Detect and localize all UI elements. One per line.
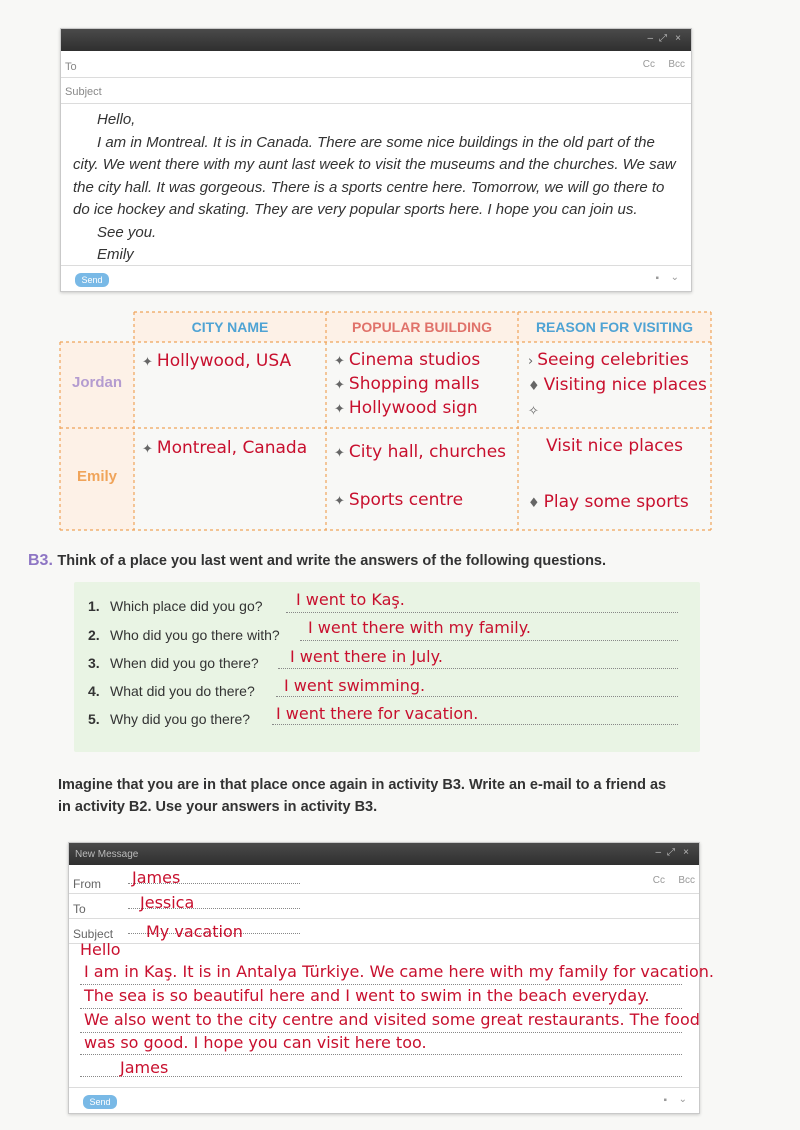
answer-line (272, 724, 678, 725)
compose-greeting[interactable]: Hello (80, 940, 121, 959)
cell-building (334, 490, 463, 510)
body-line (80, 1008, 682, 1009)
header-city-name: CITY NAME (191, 319, 269, 335)
cell-reason-text: Seeing celebrities (537, 350, 689, 370)
question-item (88, 655, 259, 671)
subject-label: Subject (73, 927, 114, 941)
question-number: 4. (88, 683, 100, 699)
maximize-icon[interactable]: ⤢ (667, 847, 675, 858)
instruction-line: in activity B2. Use your answers in activity B3. (58, 799, 378, 815)
b3-heading (28, 552, 606, 570)
answer-text[interactable]: I went there with my family. (308, 618, 532, 637)
question-text: Why did you go there? (110, 711, 251, 727)
cc-label[interactable]: Cc (642, 59, 655, 70)
question-text: Which place did you go? (110, 598, 263, 614)
compose-body-line[interactable]: was so good. I hope you can visit here too. (84, 1033, 427, 1052)
body-line (80, 1054, 682, 1055)
bullet-icon: › (528, 354, 534, 369)
send-button[interactable]: Send (75, 273, 109, 287)
question-number: 2. (88, 627, 100, 643)
bullet-icon: ✦ (334, 446, 345, 461)
cell-building (334, 398, 478, 418)
bullet-icon: ✧ (528, 404, 539, 419)
bullet-icon: ✦ (142, 442, 153, 457)
question-number: 5. (88, 711, 100, 727)
question-number: 1. (88, 598, 100, 614)
to-label: To (73, 902, 86, 916)
cell-building (334, 374, 479, 394)
activity-instruction: Think of a place you last went and write the answers of the following questions. (57, 553, 607, 569)
cell-building-text: Sports centre (348, 490, 464, 510)
cell-reason-empty (528, 400, 543, 420)
body-line (80, 984, 682, 985)
maximize-icon[interactable]: ⤢ (659, 33, 667, 44)
subject-value[interactable]: My vacation (146, 922, 243, 941)
cell-reason-text: Play some sports (543, 492, 689, 512)
question-text: What did you do there? (110, 683, 255, 699)
close-icon[interactable]: × (675, 33, 681, 44)
cell-reason-text: Visiting nice places (543, 375, 707, 395)
bullet-icon: ✦ (334, 354, 345, 369)
subject-label: Subject (65, 86, 102, 98)
email-body-line: do ice hockey and skating. They are very popular sports here. I hope you can join us. (73, 201, 638, 218)
answer-line (300, 640, 678, 641)
b4-instruction (58, 774, 666, 818)
compose-body-line[interactable]: I am in Kaş. It is in Antalya Türkiye. We came here with my family for vacation. (84, 962, 714, 981)
cell-reason (528, 350, 689, 370)
email-footer-divider (69, 1087, 699, 1088)
email-closing: See you. (97, 223, 157, 241)
cell-building-text: Cinema studios (348, 350, 481, 370)
more-options-icon[interactable]: ⌄ (670, 272, 679, 283)
cell-city-text: Montreal, Canada (156, 438, 308, 458)
email-body-line: I am in Montreal. It is in Canada. There are some nice buildings in the old part of the (97, 133, 655, 151)
email-window-example (60, 28, 692, 292)
instruction-line: Imagine that you are in that place once again in activity B3. Write an e-mail to a friend as (58, 777, 667, 793)
question-item (88, 598, 263, 614)
email-title-bar (61, 29, 691, 51)
row-label-emily: Emily (76, 468, 118, 485)
answer-text[interactable]: I went there for vacation. (276, 704, 479, 723)
email-signature: Emily (97, 246, 134, 263)
cell-building-text: City hall, churches (348, 442, 507, 462)
minimize-icon[interactable]: – (655, 847, 661, 858)
cc-label[interactable]: Cc (652, 875, 665, 886)
cell-city (142, 351, 291, 371)
window-title: New Message (75, 849, 139, 860)
minimize-icon[interactable]: – (647, 33, 653, 44)
to-value[interactable]: Jessica (140, 893, 195, 912)
bullet-icon: ✦ (142, 355, 153, 370)
trash-icon[interactable]: ▪ (663, 1095, 667, 1106)
question-item (88, 711, 250, 727)
cell-building-text: Hollywood sign (348, 398, 478, 418)
to-row[interactable] (61, 57, 691, 78)
cell-reason (528, 375, 707, 395)
bullet-icon: ✦ (334, 494, 345, 509)
more-options-icon[interactable]: ⌄ (678, 1094, 687, 1105)
question-number: 3. (88, 655, 100, 671)
from-label: From (73, 877, 101, 891)
close-icon[interactable]: × (683, 847, 689, 858)
row-label-jordan: Jordan (71, 374, 122, 391)
compose-body-line[interactable]: The sea is so beautiful here and I went to swim in the beach everyday. (84, 986, 650, 1005)
question-item (88, 627, 280, 643)
bullet-icon: ♦ (528, 496, 540, 511)
answer-line (278, 668, 678, 669)
answer-text[interactable]: I went there in July. (290, 647, 443, 666)
from-value[interactable]: James (132, 868, 181, 887)
compose-signature[interactable]: James (120, 1058, 169, 1077)
bcc-label[interactable]: Bcc (668, 59, 685, 70)
bullet-icon: ♦ (528, 379, 540, 394)
cell-building (334, 350, 480, 370)
cell-building (334, 442, 506, 462)
answer-text[interactable]: I went to Kaş. (296, 590, 405, 609)
cell-reason (528, 492, 689, 512)
trash-icon[interactable]: ▪ (655, 273, 659, 284)
compose-body-line[interactable]: We also went to the city centre and visited some great restaurants. The food (84, 1010, 700, 1029)
question-text: When did you go there? (110, 655, 259, 671)
question-item (88, 683, 255, 699)
email-footer-divider (61, 265, 691, 266)
email-body-line: the city hall. It was gorgeous. There is a sports centre here. Tomorrow, we will go there to (73, 178, 665, 196)
subject-row[interactable] (61, 79, 691, 104)
cell-city (142, 438, 307, 458)
question-text: Who did you go there with? (110, 627, 280, 643)
header-reason-for-visiting: REASON FOR VISITING (535, 319, 694, 335)
to-label: To (65, 61, 77, 73)
email-body (73, 109, 679, 267)
bullet-icon: ✦ (334, 378, 345, 393)
cell-reason-text: Visit nice places (546, 436, 683, 456)
cell-reason (546, 436, 683, 456)
body-line (80, 1076, 682, 1077)
send-button[interactable]: Send (83, 1095, 117, 1109)
answer-line (286, 612, 678, 613)
answer-text[interactable]: I went swimming. (284, 676, 426, 695)
email-title-bar (69, 843, 699, 865)
email-body-line: city. We went there with my aunt last week to visit the museums and the churches. We saw (73, 156, 676, 173)
cell-city-text: Hollywood, USA (156, 351, 292, 371)
answer-line (276, 696, 678, 697)
header-popular-building: POPULAR BUILDING (352, 319, 492, 335)
email-greeting: Hello, (97, 111, 136, 128)
bcc-label[interactable]: Bcc (678, 875, 695, 886)
cell-building-text: Shopping malls (348, 374, 480, 394)
activity-label: B3. (28, 552, 53, 569)
bullet-icon: ✦ (334, 402, 345, 417)
